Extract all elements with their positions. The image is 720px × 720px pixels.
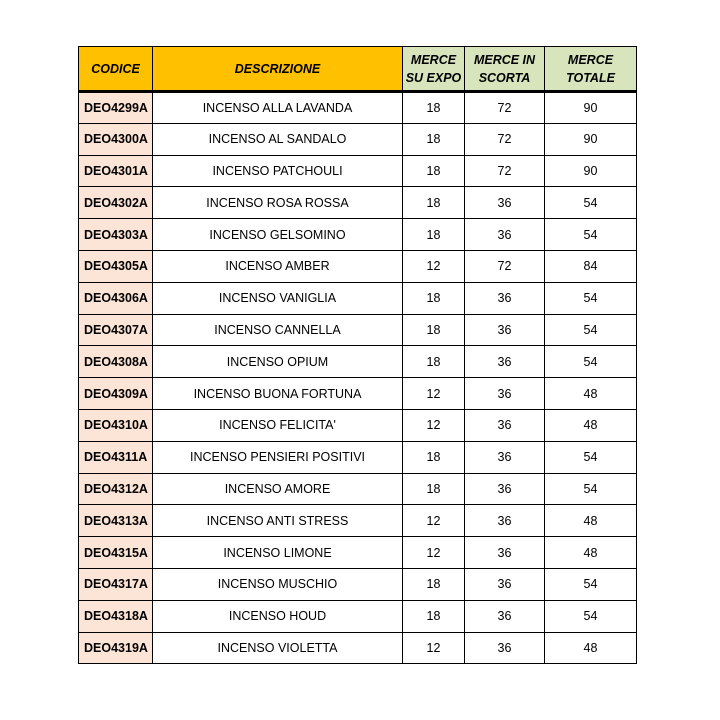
cell-merce-su-expo: 18 [403, 314, 465, 346]
table-row [79, 537, 637, 569]
cell-merce-su-expo: 18 [403, 441, 465, 473]
cell-codice: DEO4302A [79, 187, 153, 219]
cell-codice: DEO4300A [79, 123, 153, 155]
cell-merce-in-scorta: 36 [465, 600, 545, 632]
cell-descrizione: INCENSO ALLA LAVANDA [153, 92, 403, 124]
cell-merce-totale: 48 [545, 409, 637, 441]
cell-merce-totale: 48 [545, 537, 637, 569]
cell-descrizione: INCENSO OPIUM [153, 346, 403, 378]
cell-descrizione: INCENSO PATCHOULI [153, 155, 403, 187]
table-row [79, 314, 637, 346]
table-row [79, 632, 637, 664]
cell-merce-in-scorta: 36 [465, 441, 545, 473]
cell-codice: DEO4311A [79, 441, 153, 473]
table-row [79, 378, 637, 410]
cell-codice: DEO4307A [79, 314, 153, 346]
cell-descrizione: INCENSO VIOLETTA [153, 632, 403, 664]
cell-merce-in-scorta: 36 [465, 187, 545, 219]
cell-merce-in-scorta: 36 [465, 282, 545, 314]
cell-merce-totale: 54 [545, 282, 637, 314]
cell-merce-su-expo: 18 [403, 187, 465, 219]
cell-merce-in-scorta: 36 [465, 473, 545, 505]
table-row [79, 282, 637, 314]
cell-merce-su-expo: 18 [403, 155, 465, 187]
table-body [79, 92, 637, 664]
header-merce-totale [545, 47, 637, 92]
cell-merce-su-expo: 18 [403, 282, 465, 314]
cell-merce-su-expo: 12 [403, 505, 465, 537]
cell-merce-in-scorta: 36 [465, 219, 545, 251]
cell-codice: DEO4310A [79, 409, 153, 441]
cell-merce-totale: 48 [545, 505, 637, 537]
cell-codice: DEO4299A [79, 92, 153, 124]
cell-codice: DEO4315A [79, 537, 153, 569]
cell-merce-su-expo: 12 [403, 250, 465, 282]
table-row [79, 92, 637, 124]
cell-merce-totale: 54 [545, 568, 637, 600]
cell-merce-totale: 54 [545, 346, 637, 378]
table-row [79, 473, 637, 505]
cell-merce-in-scorta: 36 [465, 505, 545, 537]
cell-merce-su-expo: 12 [403, 378, 465, 410]
cell-merce-in-scorta: 36 [465, 409, 545, 441]
header-merce-in-scorta [465, 47, 545, 92]
cell-merce-su-expo: 18 [403, 346, 465, 378]
cell-merce-totale: 48 [545, 378, 637, 410]
table-header [79, 47, 637, 92]
cell-descrizione: INCENSO AMORE [153, 473, 403, 505]
table-row [79, 346, 637, 378]
cell-merce-in-scorta: 36 [465, 537, 545, 569]
header-row [79, 47, 637, 92]
cell-descrizione: INCENSO BUONA FORTUNA [153, 378, 403, 410]
cell-codice: DEO4306A [79, 282, 153, 314]
cell-merce-totale: 90 [545, 123, 637, 155]
header-codice: CODICE [79, 47, 153, 92]
header-totale-line2: TOTALE [566, 70, 615, 85]
cell-merce-totale: 54 [545, 314, 637, 346]
table-row [79, 441, 637, 473]
cell-merce-su-expo: 12 [403, 537, 465, 569]
cell-descrizione: INCENSO ANTI STRESS [153, 505, 403, 537]
table-row [79, 187, 637, 219]
cell-merce-totale: 84 [545, 250, 637, 282]
table-row [79, 600, 637, 632]
table-row [79, 505, 637, 537]
table-row [79, 250, 637, 282]
cell-merce-su-expo: 18 [403, 123, 465, 155]
cell-descrizione: INCENSO ROSA ROSSA [153, 187, 403, 219]
header-totale-line1: MERCE [567, 52, 614, 67]
cell-codice: DEO4312A [79, 473, 153, 505]
cell-codice: DEO4317A [79, 568, 153, 600]
cell-merce-in-scorta: 72 [465, 123, 545, 155]
cell-codice: DEO4303A [79, 219, 153, 251]
cell-merce-in-scorta: 72 [465, 155, 545, 187]
cell-merce-in-scorta: 72 [465, 250, 545, 282]
header-expo-line2: SU EXPO [405, 70, 462, 85]
cell-merce-totale: 54 [545, 600, 637, 632]
table-row [79, 155, 637, 187]
cell-merce-in-scorta: 36 [465, 314, 545, 346]
cell-codice: DEO4309A [79, 378, 153, 410]
cell-descrizione: INCENSO AL SANDALO [153, 123, 403, 155]
header-merce-su-expo [403, 47, 465, 92]
cell-merce-totale: 54 [545, 219, 637, 251]
stock-table [78, 46, 637, 664]
cell-descrizione: INCENSO AMBER [153, 250, 403, 282]
cell-merce-su-expo: 18 [403, 568, 465, 600]
cell-descrizione: INCENSO VANIGLIA [153, 282, 403, 314]
table-row [79, 123, 637, 155]
header-scorta-line1: MERCE IN [473, 52, 536, 67]
cell-descrizione: INCENSO MUSCHIO [153, 568, 403, 600]
cell-merce-su-expo: 12 [403, 409, 465, 441]
table-row [79, 568, 637, 600]
cell-merce-su-expo: 18 [403, 219, 465, 251]
header-descrizione: DESCRIZIONE [153, 47, 403, 92]
cell-merce-in-scorta: 36 [465, 632, 545, 664]
cell-merce-in-scorta: 36 [465, 378, 545, 410]
cell-merce-in-scorta: 36 [465, 346, 545, 378]
cell-merce-totale: 90 [545, 155, 637, 187]
cell-merce-su-expo: 18 [403, 600, 465, 632]
cell-codice: DEO4318A [79, 600, 153, 632]
cell-codice: DEO4319A [79, 632, 153, 664]
cell-descrizione: INCENSO FELICITA' [153, 409, 403, 441]
cell-descrizione: INCENSO GELSOMINO [153, 219, 403, 251]
header-scorta-line2: SCORTA [478, 70, 531, 85]
cell-merce-totale: 48 [545, 632, 637, 664]
cell-merce-su-expo: 18 [403, 473, 465, 505]
cell-merce-in-scorta: 36 [465, 568, 545, 600]
cell-merce-totale: 54 [545, 187, 637, 219]
cell-descrizione: INCENSO PENSIERI POSITIVI [153, 441, 403, 473]
cell-descrizione: INCENSO LIMONE [153, 537, 403, 569]
cell-codice: DEO4305A [79, 250, 153, 282]
cell-descrizione: INCENSO CANNELLA [153, 314, 403, 346]
cell-codice: DEO4313A [79, 505, 153, 537]
table-row [79, 219, 637, 251]
cell-merce-su-expo: 18 [403, 92, 465, 124]
header-expo-line1: MERCE [410, 52, 457, 67]
cell-merce-su-expo: 12 [403, 632, 465, 664]
cell-codice: DEO4301A [79, 155, 153, 187]
cell-descrizione: INCENSO HOUD [153, 600, 403, 632]
cell-merce-totale: 54 [545, 473, 637, 505]
cell-codice: DEO4308A [79, 346, 153, 378]
cell-merce-totale: 90 [545, 92, 637, 124]
table-row [79, 409, 637, 441]
cell-merce-totale: 54 [545, 441, 637, 473]
cell-merce-in-scorta: 72 [465, 92, 545, 124]
